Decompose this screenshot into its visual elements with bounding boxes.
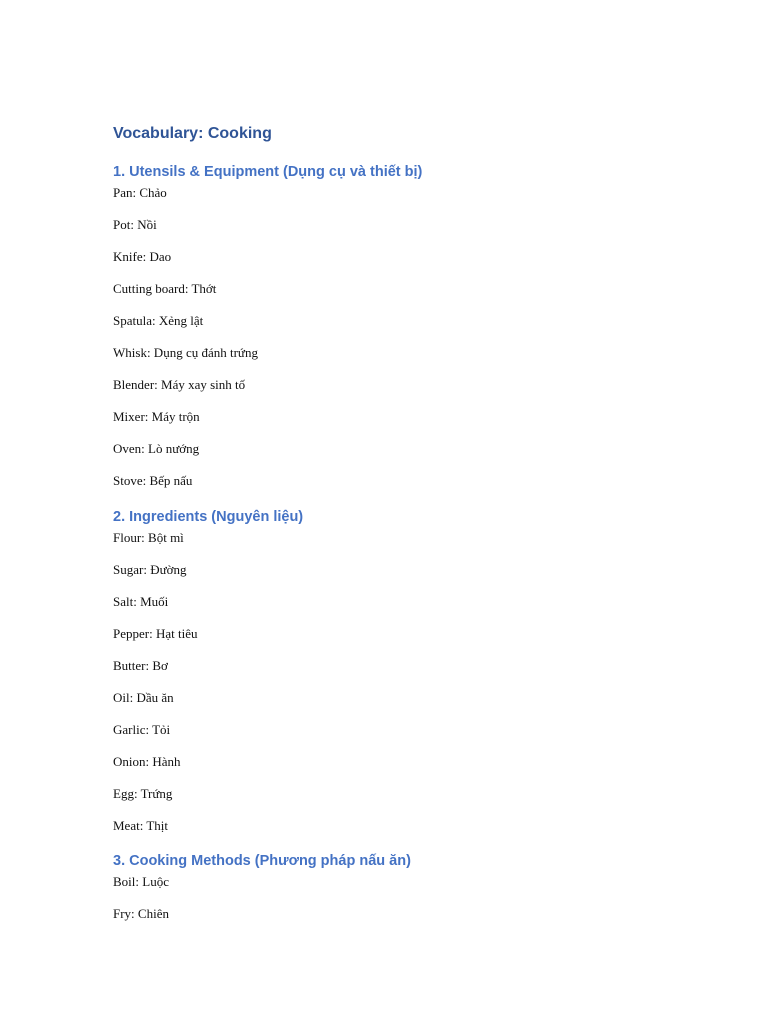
section-heading: 3. Cooking Methods (Phương pháp nấu ăn) (113, 853, 411, 869)
section-cooking-methods (113, 849, 713, 937)
section-heading: 1. Utensils & Equipment (Dụng cụ và thiết bị) (113, 164, 423, 180)
vocab-item: Oil: Dầu ăn (113, 690, 174, 705)
vocab-list (113, 184, 713, 504)
vocab-item: Spatula: Xẻng lật (113, 313, 204, 328)
vocab-item: Pot: Nồi (113, 217, 157, 232)
vocab-item: Pepper: Hạt tiêu (113, 626, 198, 641)
section-utensils (113, 160, 713, 504)
vocab-item: Cutting board: Thớt (113, 281, 217, 296)
vocab-list (113, 529, 713, 849)
section-ingredients (113, 505, 713, 849)
vocab-item: Meat: Thịt (113, 818, 169, 833)
vocab-item: Fry: Chiên (113, 906, 169, 921)
vocab-item: Stove: Bếp nấu (113, 473, 193, 488)
vocab-item: Mixer: Máy trộn (113, 409, 200, 424)
vocab-item: Boil: Luộc (113, 874, 169, 889)
vocab-item: Onion: Hành (113, 754, 181, 769)
vocab-item: Flour: Bột mì (113, 530, 184, 545)
section-heading: 2. Ingredients (Nguyên liệu) (113, 509, 304, 525)
vocab-list (113, 873, 713, 937)
page-title: Vocabulary: Cooking (113, 125, 272, 142)
vocab-item: Whisk: Dụng cụ đánh trứng (113, 345, 258, 360)
vocab-item: Garlic: Tỏi (113, 722, 171, 737)
vocab-item: Egg: Trứng (113, 786, 173, 801)
vocab-item: Knife: Dao (113, 249, 172, 264)
vocab-item: Sugar: Đường (113, 562, 187, 577)
vocab-item: Butter: Bơ (113, 658, 168, 673)
vocab-item: Oven: Lò nướng (113, 441, 200, 456)
vocab-item: Pan: Chảo (113, 185, 167, 200)
vocab-item: Blender: Máy xay sinh tố (113, 377, 246, 392)
vocab-item: Salt: Muối (113, 594, 169, 609)
